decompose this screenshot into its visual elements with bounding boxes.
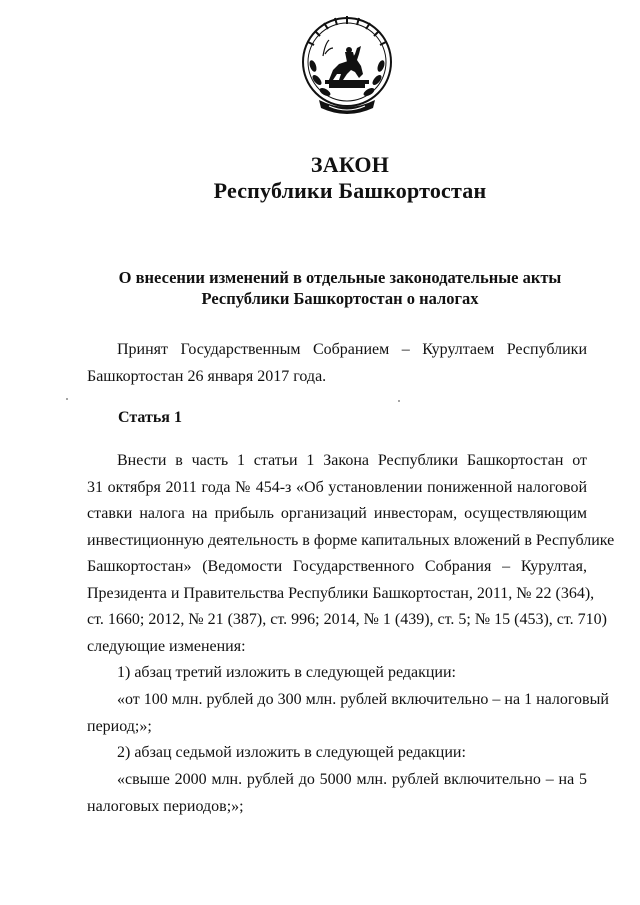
article-heading: Статья 1 [118, 409, 182, 426]
law-subject-line-1: О внесении изменений в отдельные законодательные акты [118, 268, 562, 287]
amendment-item-1-text [87, 687, 609, 740]
item-1-label-text: 1) абзац третий изложить в следующей редакции: [117, 664, 456, 681]
item-2-label-text: 2) абзац седьмой изложить в следующей редакции: [117, 744, 466, 761]
amendment-item-1-label [87, 660, 587, 687]
article-line: следующие изменения: [87, 637, 246, 655]
item-1-text-line-2: период;»; [87, 717, 152, 735]
article-line: ст. 1660; 2012, № 21 (387), ст. 996; 2014, № 1 (439), ст. 5; № 15 (453), ст. 710) [87, 611, 607, 628]
article-line: ставки налога на прибыль организаций инвесторам, осуществляющим [87, 505, 587, 522]
item-2-text-line-2: налоговых периодов;»; [87, 797, 244, 815]
law-subject-line-2: Республики Башкортостан о налогах [201, 289, 479, 308]
article-line: Внести в часть 1 статьи 1 Закона Республики Башкортостан от [117, 452, 587, 469]
item-2-text-line-1: «свыше 2000 млн. рублей до 5000 млн. рублей включительно – на 5 [117, 771, 587, 788]
amendment-item-2-label [87, 740, 587, 767]
coat-of-arms-emblem [299, 14, 395, 122]
article-line: Башкортостан» (Ведомости Государственного Собрания – Курултая, [87, 558, 587, 575]
law-title: ЗАКОН [310, 152, 390, 177]
article-body [87, 448, 615, 660]
adoption-line-1: Принят Государственным Собранием – Курултаем Республики [117, 341, 587, 358]
article-line: инвестиционную деятельность в форме капитальных вложений в Республике [87, 531, 615, 549]
adoption-line-2: Башкортостан 26 января 2017 года. [87, 367, 327, 385]
scan-speck [66, 398, 68, 400]
item-1-text-line-1: «от 100 млн. рублей до 300 млн. рублей включительно – на 1 налоговый [117, 691, 609, 708]
law-republic-title: Республики Башкортостан [213, 178, 487, 203]
amendment-item-2-text [87, 767, 587, 820]
adoption-paragraph [87, 337, 587, 390]
article-line: 31 октября 2011 года № 454-з «Об установлении пониженной налоговой [87, 478, 587, 496]
scan-speck [398, 400, 400, 402]
article-line: Президента и Правительства Республики Башкортостан, 2011, № 22 (364), [87, 584, 595, 602]
